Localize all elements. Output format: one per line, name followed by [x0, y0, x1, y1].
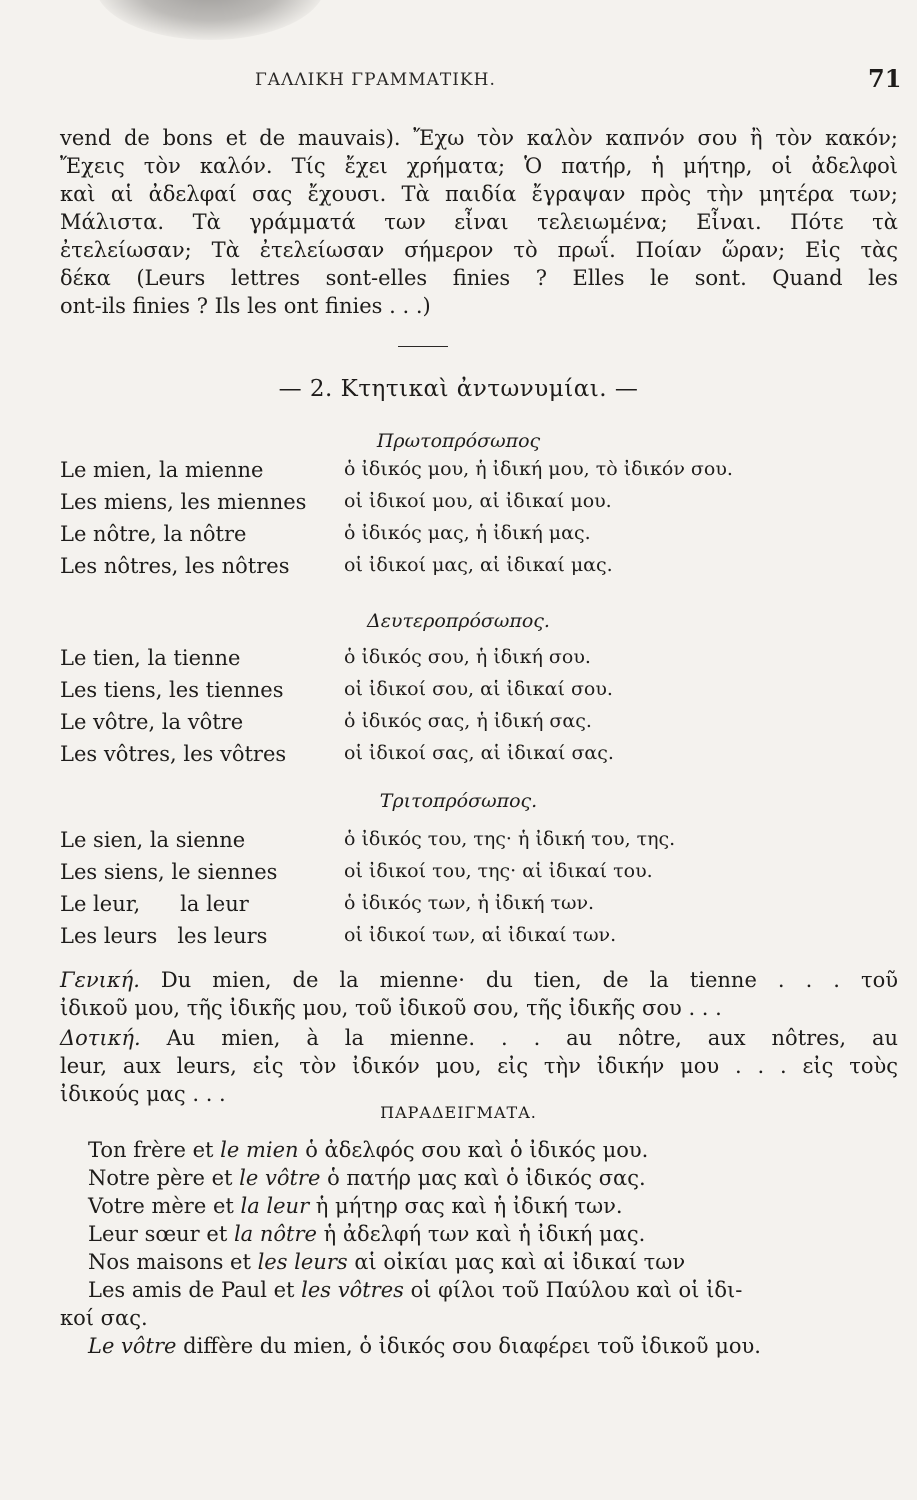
french-form: Les tiens, les tiennes [60, 678, 284, 702]
subheading-second-person: Δευτεροπρόσωπος. [367, 610, 550, 632]
french-form: Le nôtre, la nôtre [60, 522, 247, 546]
example-italic: les leurs [257, 1250, 348, 1274]
text-line: ἰδικούς μας . . . [60, 1082, 226, 1106]
subheading-third-person: Τριτοπρόσωπος. [379, 790, 538, 812]
table-row [60, 522, 910, 554]
greek-form: ὁ ἰδικός σου, ἡ ἰδική σου. [344, 646, 591, 668]
example-french: Nos maisons et [88, 1250, 258, 1274]
example-french: Ton frère et [88, 1138, 221, 1162]
example-italic: le mien [220, 1138, 299, 1162]
example-line [88, 1276, 900, 1304]
greek-form: ὁ ἰδικός σας, ἡ ἰδική σας. [344, 710, 592, 732]
text-line: ἰδικοῦ μου, τῆς ἰδικῆς μου, τοῦ ἰδικοῦ σου, τῆς ἰδικῆς σου . . . [60, 996, 722, 1020]
page-header [0, 62, 917, 102]
table-row [60, 646, 910, 678]
example-italic: les vôtres [301, 1278, 404, 1302]
example-line [88, 1220, 900, 1248]
example-french: Votre mère et [88, 1194, 241, 1218]
section-divider [398, 346, 448, 347]
example-french: Leur sœur et [88, 1222, 234, 1246]
example-greek: ἡ μήτηρ σας καὶ ἡ ἰδική των. [309, 1194, 623, 1218]
example-greek: ἡ ἀδελφή των καὶ ἡ ἰδική μας. [316, 1222, 646, 1246]
greek-form: ὁ ἰδικός των, ἡ ἰδική των. [344, 892, 595, 914]
table-row [60, 554, 910, 586]
dative-paragraph [60, 1024, 898, 1108]
example-line [88, 1164, 900, 1192]
example-line [88, 1332, 900, 1360]
example-line [88, 1248, 900, 1276]
scan-shadow [95, 0, 325, 40]
dative-text: Au mien, à la mienne. . . au nôtre, aux nôtres, au [166, 1026, 898, 1050]
text-line: leur, aux leurs, εἰς τὸν ἰδικόν μου, εἰς τὴν ἰδικήν μου . . . εἰς τοὺς [60, 1054, 898, 1078]
table-row [60, 892, 910, 924]
greek-form: ὁ ἰδικός μας, ἡ ἰδική μας. [344, 522, 591, 544]
greek-form: ὁ ἰδικός μου, ἡ ἰδική μου, τὸ ἰδικόν σου. [344, 458, 733, 480]
example-greek: οἱ φίλοι τοῦ Παύλου καὶ οἱ ἰδι- [403, 1278, 743, 1302]
subheading-first-person: Πρωτοπρόσωπος [376, 430, 541, 452]
text-line: καὶ αἱ ἀδελφαί σας ἔχουσι. Τὰ παιδία ἔγραψαν πρὸς τὴν μητέρα των; [60, 182, 898, 206]
greek-form: οἱ ἰδικοί του, της· αἱ ἰδικαί του. [344, 860, 653, 882]
french-form: Le vôtre, la vôtre [60, 710, 244, 734]
example-line [60, 1304, 900, 1332]
text-line: δέκα (Leurs lettres sont-elles finies ? Elles le sont. Quand les [60, 266, 898, 290]
example-greek: αἱ οἰκίαι μας καὶ αἱ ἰδικαί των [347, 1250, 686, 1274]
french-form: Les miens, les miennes [60, 490, 307, 514]
examples-heading: ΠΑΡΑΔΕΙΓΜΑΤΑ. [380, 1103, 537, 1122]
table-row [60, 860, 910, 892]
text-line: Ἔχεις τὸν καλόν. Τίς ἔχει χρήματα; Ὁ πατήρ, ἡ μήτηρ, οἱ ἀδελφοὶ [60, 154, 898, 178]
example-italic: la nôtre [233, 1222, 317, 1246]
running-title: ΓΑΛΛΙΚΗ ΓΡΑΜΜΑΤΙΚΗ. [255, 70, 496, 90]
french-form: Les nôtres, les nôtres [60, 554, 290, 578]
genitive-paragraph [60, 966, 898, 1022]
text-line [60, 966, 898, 994]
section-title: — 2. Κτητικαὶ ἀντωνυμίαι. — [278, 376, 639, 402]
example-greek: κοί σας. [60, 1306, 148, 1330]
example-greek: ὁ πατήρ μας καὶ ὁ ἰδικός σας. [320, 1166, 646, 1190]
french-form: Le tien, la tienne [60, 646, 241, 670]
example-italic: la leur [240, 1194, 310, 1218]
example-line [88, 1192, 900, 1220]
text-line: ont-ils finies ? Ils les ont finies . . .) [60, 294, 431, 318]
french-form: Les siens, le siennes [60, 860, 278, 884]
example-french: Notre père et [88, 1166, 240, 1190]
greek-form: οἱ ἰδικοί μας, αἱ ἰδικαί μας. [344, 554, 613, 576]
french-form: Le leur, la leur [60, 892, 249, 916]
page-number: 71 [868, 64, 902, 93]
french-form: Le mien, la mienne [60, 458, 264, 482]
greek-form: ὁ ἰδικός του, της· ἡ ἰδική του, της. [344, 828, 676, 850]
intro-paragraph [60, 124, 898, 320]
second-person-table [60, 646, 910, 774]
greek-form: οἱ ἰδικοί των, αἱ ἰδικαί των. [344, 924, 617, 946]
dative-label: Δοτική. [60, 1026, 141, 1050]
greek-form: οἱ ἰδικοί μου, αἱ ἰδικαί μου. [344, 490, 612, 512]
examples-list [60, 1136, 900, 1360]
example-greek: diffère du mien, ὁ ἰδικός σου διαφέρει τοῦ ἰδικοῦ μου. [176, 1334, 761, 1358]
french-form: Les vôtres, les vôtres [60, 742, 287, 766]
example-italic: Le vôtre [88, 1334, 177, 1358]
text-line: vend de bons et de mauvais). Ἔχω τὸν καλὸν καπνόν σου ἢ τὸν κακόν; [60, 126, 898, 150]
text-line: ἐτελείωσαν; Τὰ ἐτελείωσαν σήμερον τὸ πρωΐ. Ποίαν ὥραν; Εἰς τὰς [60, 238, 898, 262]
table-row [60, 924, 910, 956]
example-line [88, 1136, 900, 1164]
table-row [60, 742, 910, 774]
third-person-table [60, 828, 910, 956]
table-row [60, 828, 910, 860]
greek-form: οἱ ἰδικοί σου, αἱ ἰδικαί σου. [344, 678, 613, 700]
text-line: Μάλιστα. Τὰ γράμματά των εἶναι τελειωμένα; Εἶναι. Πότε τὰ [60, 210, 898, 234]
table-row [60, 490, 910, 522]
genitive-label: Γενική. [60, 968, 140, 992]
first-person-table [60, 458, 910, 586]
example-italic: le vôtre [239, 1166, 321, 1190]
table-row [60, 710, 910, 742]
greek-form: οἱ ἰδικοί σας, αἱ ἰδικαί σας. [344, 742, 614, 764]
example-greek: ὁ ἀδελφός σου καὶ ὁ ἰδικός μου. [298, 1138, 649, 1162]
example-french: Les amis de Paul et [88, 1278, 302, 1302]
table-row [60, 678, 910, 710]
text-line [60, 1024, 898, 1052]
table-row [60, 458, 910, 490]
genitive-text: Du mien, de la mienne· du tien, de la tienne . . . τοῦ [160, 968, 898, 992]
french-form: Les leurs les leurs [60, 924, 268, 948]
french-form: Le sien, la sienne [60, 828, 246, 852]
